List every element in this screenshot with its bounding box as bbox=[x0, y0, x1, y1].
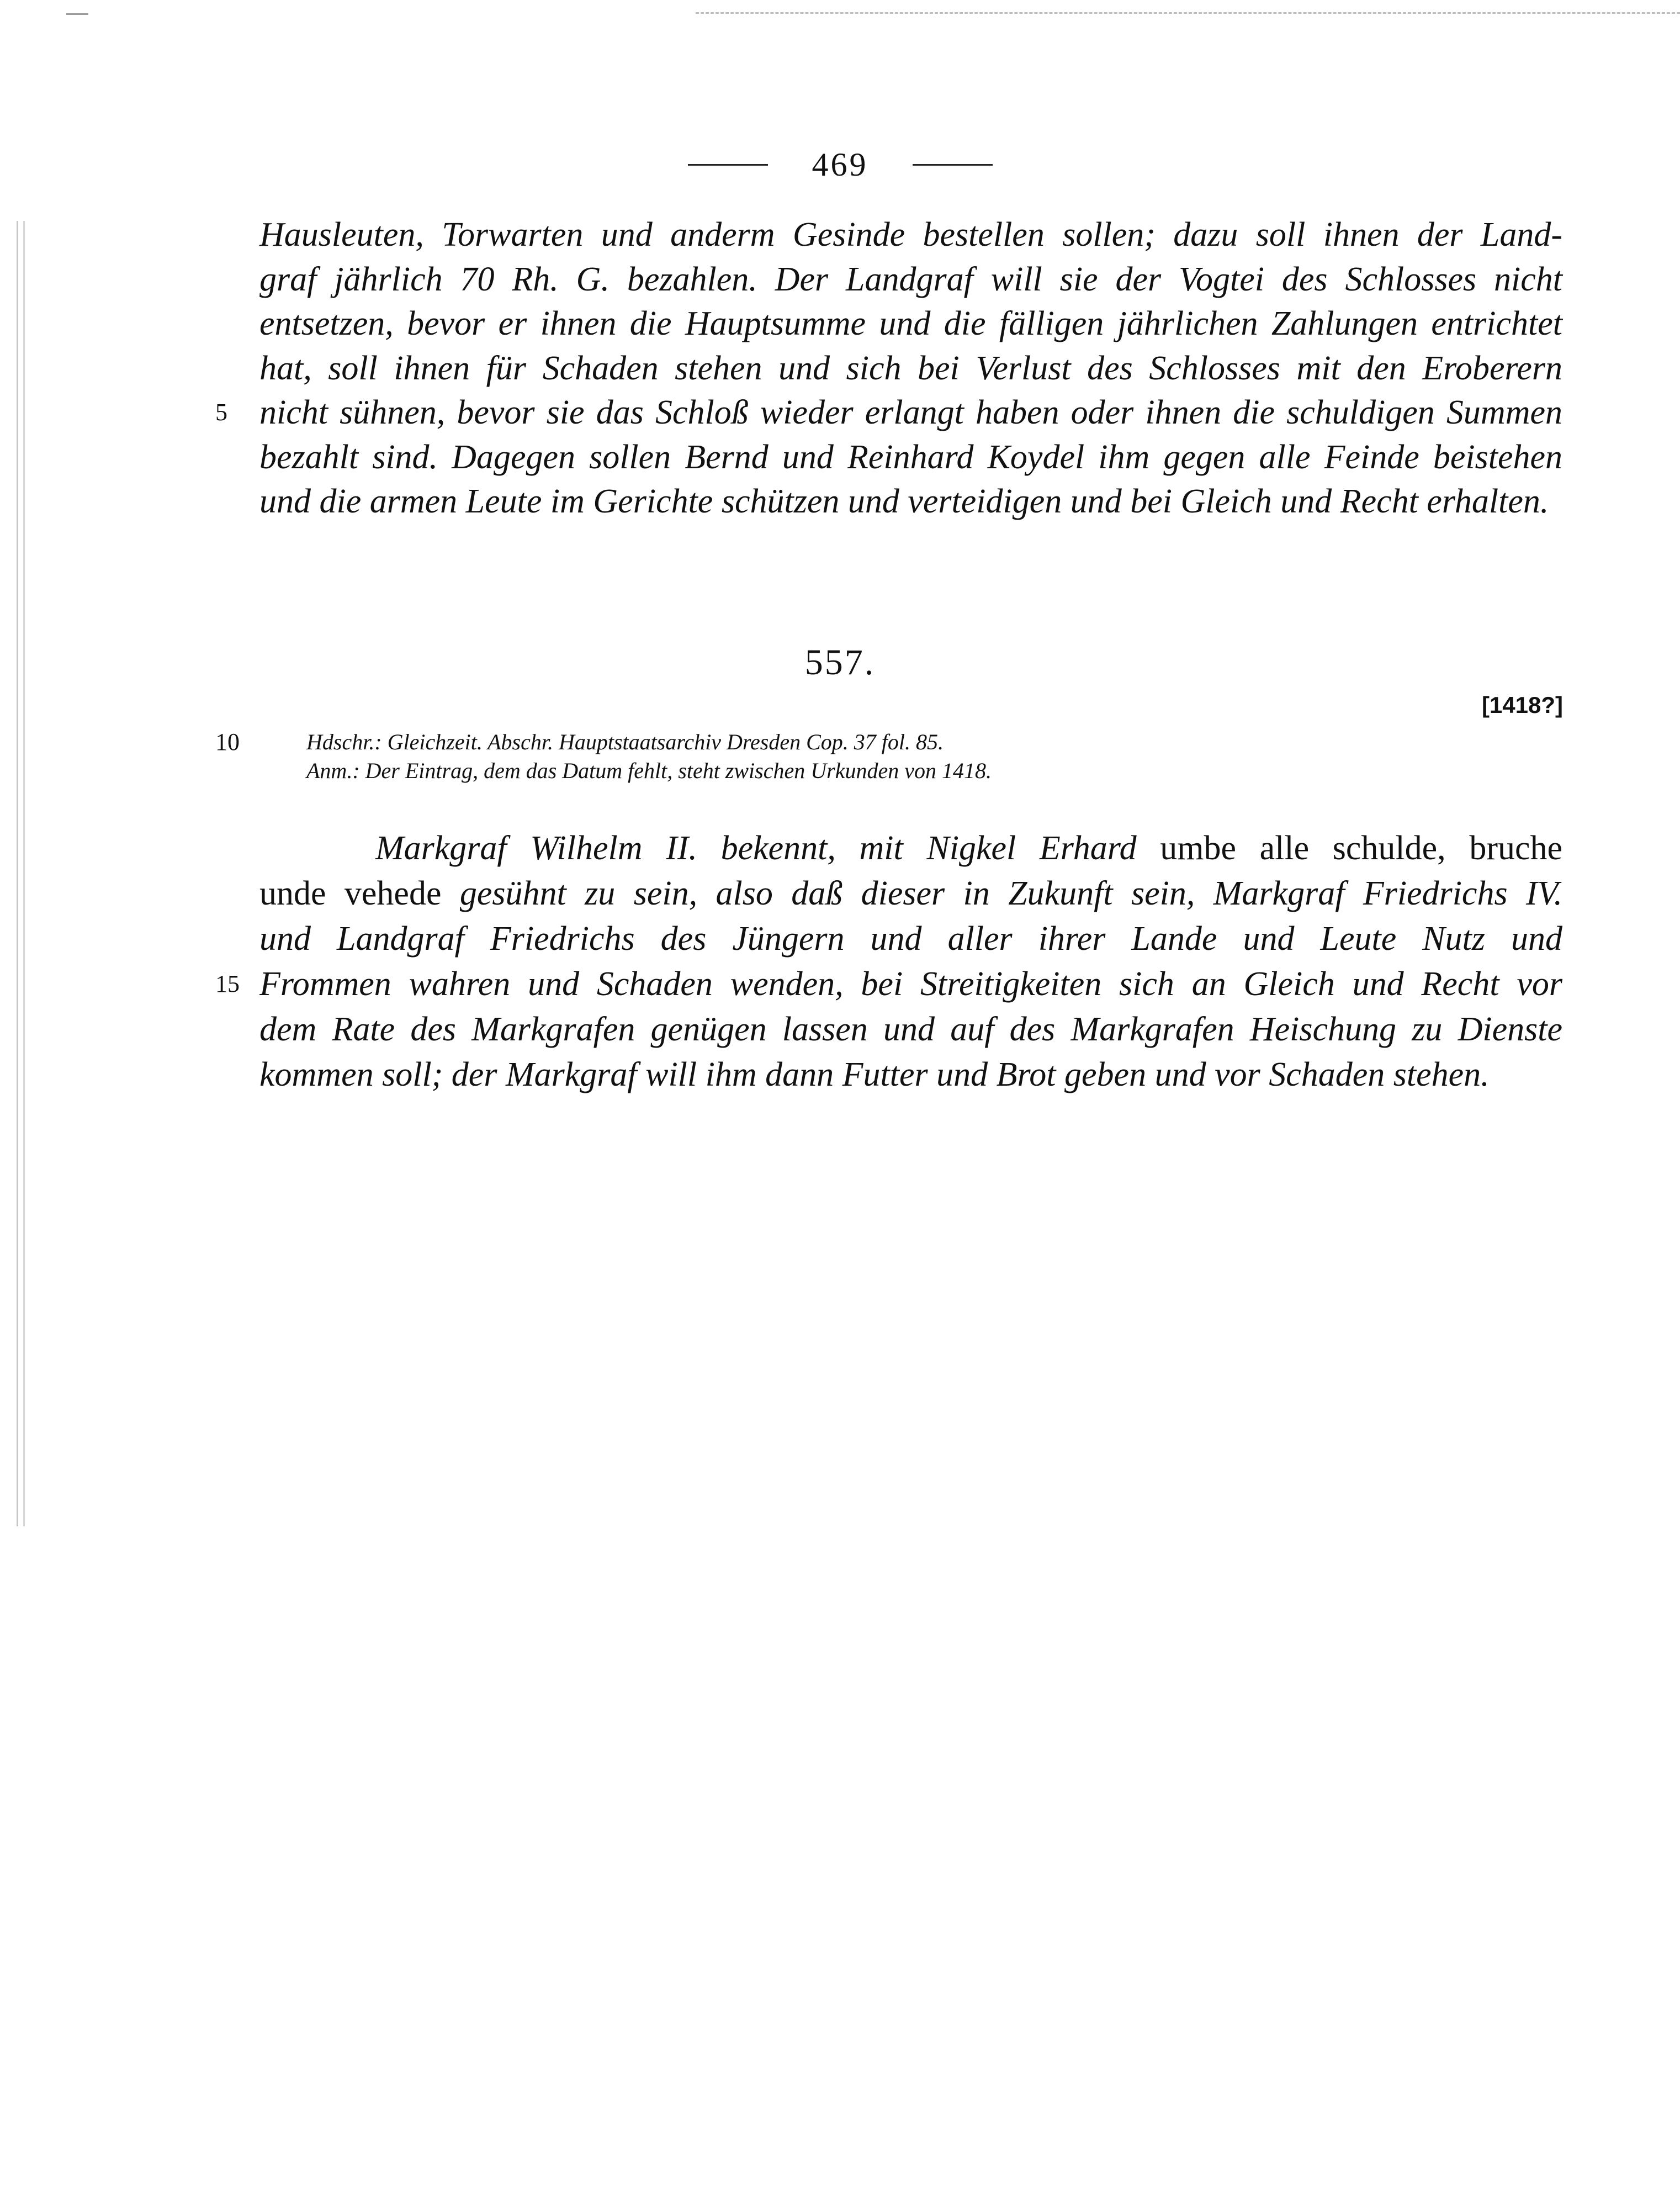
source-notes bbox=[215, 728, 992, 785]
annotation-note: Anm.: Der Eintrag, dem das Datum fehlt, steht zwischen Urkunden von 1418. bbox=[306, 758, 992, 783]
document-date: [1418?] bbox=[1481, 692, 1563, 718]
header-rule-left bbox=[688, 164, 768, 166]
scan-edge-line bbox=[17, 221, 18, 1526]
page-number: 469 bbox=[812, 146, 868, 183]
document-number: 557. bbox=[804, 642, 876, 683]
text-quoted: umbe alle schulde, bruche bbox=[1160, 829, 1563, 867]
scan-edge-line bbox=[23, 221, 25, 1526]
text-quoted: unde vehede bbox=[259, 875, 442, 912]
text-line bbox=[259, 871, 1562, 916]
text-line-content: Frommen wahren und Schaden wenden, bei Streitigkeiten sich an Gleich und Recht vor bbox=[259, 965, 1562, 1003]
document-body bbox=[215, 826, 1563, 1097]
manuscript-text: Hdschr.: Gleichzeit. Abschr. Hauptstaatsarchiv Dresden Cop. 37 fol. 85. bbox=[306, 729, 944, 754]
text-line: kommen soll; der Markgraf will ihm dann Futter und Brot geben und vor Schaden stehen. bbox=[259, 1056, 1490, 1093]
text-line: entsetzen, bevor er ihnen die Hauptsumme und die fälligen jährlichen Zahlungen entrichtet bbox=[259, 305, 1562, 342]
text-line: bezahlt sind. Dagegen sollen Bernd und Reinhard Koydel ihm gegen alle Feinde beistehen bbox=[259, 438, 1562, 476]
line-number: 10 bbox=[215, 728, 240, 755]
text-line: hat, soll ihnen für Schaden stehen und sich bei Verlust des Schlosses mit den Eroberern bbox=[259, 349, 1562, 387]
text-line: graf jährlich 70 Rh. G. bezahlen. Der Landgraf will sie der Vogtei des Schlosses nicht bbox=[259, 260, 1562, 298]
header-rule-right bbox=[913, 164, 993, 166]
text-italic: Markgraf Wilhelm II. bekennt, mit Nigkel Erhard bbox=[375, 829, 1137, 867]
page-header bbox=[0, 142, 1680, 187]
previous-document-text bbox=[215, 213, 1562, 524]
text-line bbox=[215, 961, 1562, 1007]
text-line: dem Rate des Markgrafen genügen lassen und auf des Markgrafen Heischung zu Dienste bbox=[259, 1011, 1562, 1048]
text-line: Hausleuten, Torwarten und anderm Gesinde bestellen sollen; dazu soll ihnen der Land- bbox=[259, 216, 1562, 253]
scan-mark bbox=[66, 13, 88, 15]
line-number: 15 bbox=[215, 970, 240, 997]
text-italic: gesühnt zu sein, also daß dieser in Zukunft sein, Markgraf Friedrichs IV. bbox=[459, 875, 1563, 912]
line-number: 5 bbox=[215, 399, 227, 426]
manuscript-note bbox=[215, 728, 992, 757]
text-line: und Landgraf Friedrichs des Jüngern und aller ihrer Lande und Leute Nutz und bbox=[259, 920, 1562, 958]
text-line bbox=[215, 390, 1562, 435]
text-line bbox=[259, 826, 1562, 871]
scan-top-dashes bbox=[696, 12, 1680, 14]
text-line-content: nicht sühnen, bevor sie das Schloß wieder erlangt haben oder ihnen die schuldigen Summen bbox=[259, 394, 1562, 431]
text-line: und die armen Leute im Gerichte schützen und verteidigen und bei Gleich und Recht erhalten. bbox=[259, 483, 1549, 520]
